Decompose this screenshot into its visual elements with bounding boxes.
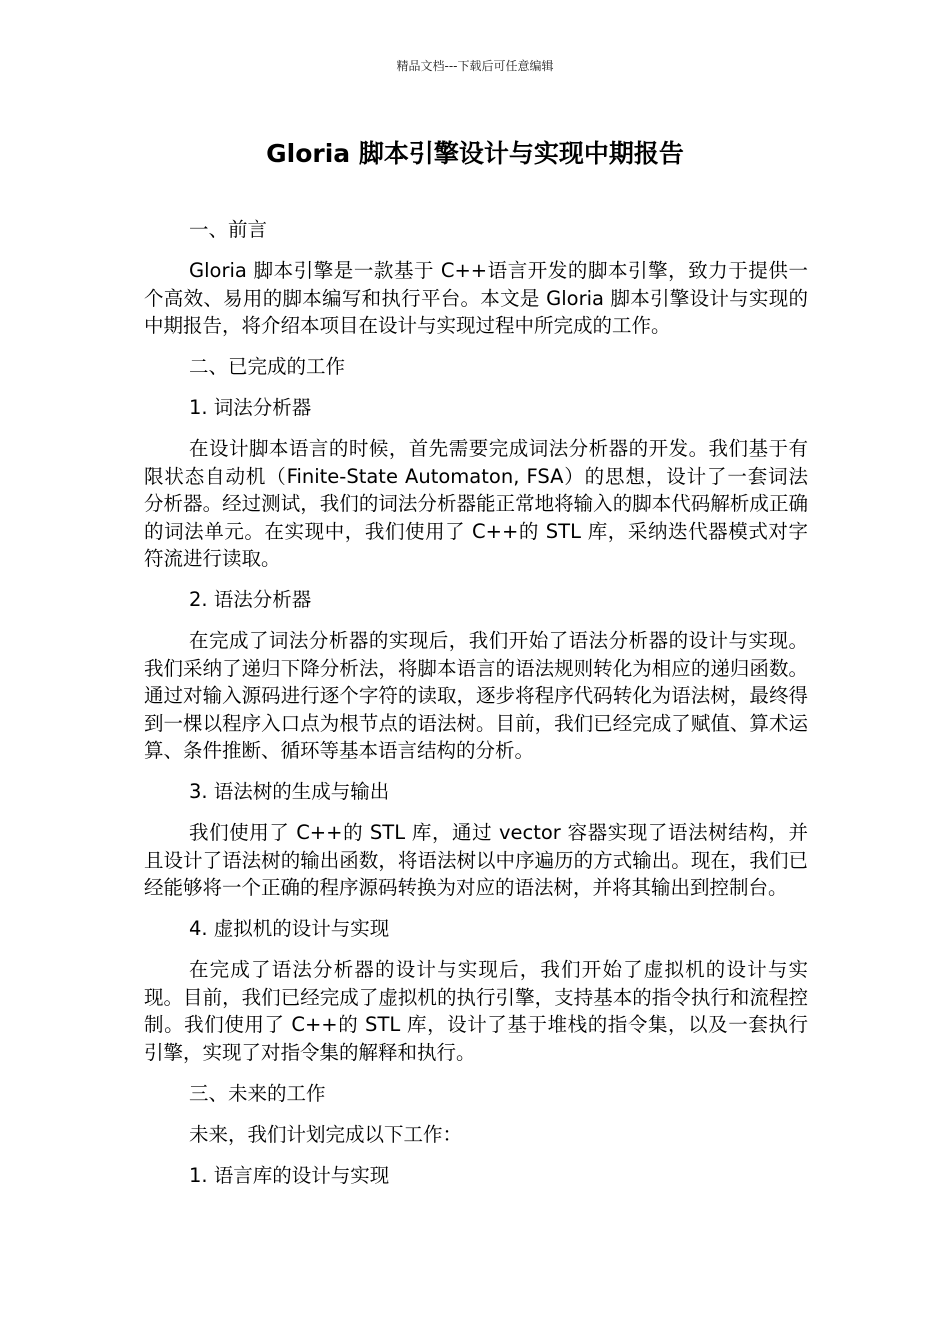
- subheading-parser: 2. 语法分析器: [189, 588, 312, 611]
- paragraph-intro: Gloria 脚本引擎是一款基于 C++语言开发的脚本引擎，致力于提供一个高效、易用的脚本编写和执行平台。本文是 Gloria 脚本引擎设计与实现的中期报告，将介绍本项目在设计与实现过程中所完成的工作。: [144, 259, 808, 337]
- paragraph-lexer: 在设计脚本语言的时候，首先需要完成词法分析器的开发。我们基于有限状态自动机（Finite-State Automaton, FSA）的思想，设计了一套词法分析器。经过测试，我们的词法分析器能正常地将输入的脚本代码解析成正确的词法单元。在实现中，我们使用了 C++的 STL 库，采纳迭代器模式对字符流进行读取。: [144, 437, 808, 570]
- section-heading-future-work: 三、未来的工作: [189, 1081, 326, 1105]
- paragraph-parser: 在完成了词法分析器的实现后，我们开始了语法分析器的设计与实现。我们采纳了递归下降分析法，将脚本语言的语法规则转化为相应的递归函数。通过对输入源码进行逐个字符的读取，逐步将程序代码转化为语法树，最终得到一棵以程序入口点为根节点的语法树。目前，我们已经完成了赋值、算术运算、条件推断、循环等基本语言结构的分析。: [144, 629, 808, 762]
- section-heading-completed-work: 二、已完成的工作: [189, 355, 346, 378]
- paragraph-future-intro: 未来，我们计划完成以下工作：: [189, 1122, 463, 1146]
- document-title: Gloria 脚本引擎设计与实现中期报告: [266, 139, 684, 168]
- subheading-virtual-machine: 4. 虚拟机的设计与实现: [189, 917, 390, 940]
- header-note: 精品文档---下载后可任意编辑: [396, 59, 554, 73]
- document-body: [144, 216, 808, 1203]
- paragraph-syntax-tree: 我们使用了 C++的 STL 库，通过 vector 容器实现了语法树结构，并且设计了语法树的输出函数，将语法树以中序遍历的方式输出。现在，我们已经能够将一个正确的程序源码转换为对应的语法树，并将其输出到控制台。: [144, 821, 808, 899]
- section-heading-preface: 一、前言: [189, 218, 268, 241]
- subheading-language-library: 1. 语言库的设计与实现: [189, 1163, 390, 1187]
- paragraph-virtual-machine: 在完成了语法分析器的设计与实现后，我们开始了虚拟机的设计与实现。目前，我们已经完成了虚拟机的执行引擎，支持基本的指令执行和流程控制。我们使用了 C++的 STL 库，设计了基于堆栈的指令集，以及一套执行引擎，实现了对指令集的解释和执行。: [144, 958, 808, 1064]
- subheading-lexer: 1. 词法分析器: [189, 396, 312, 419]
- subheading-syntax-tree: 3. 语法树的生成与输出: [189, 780, 390, 803]
